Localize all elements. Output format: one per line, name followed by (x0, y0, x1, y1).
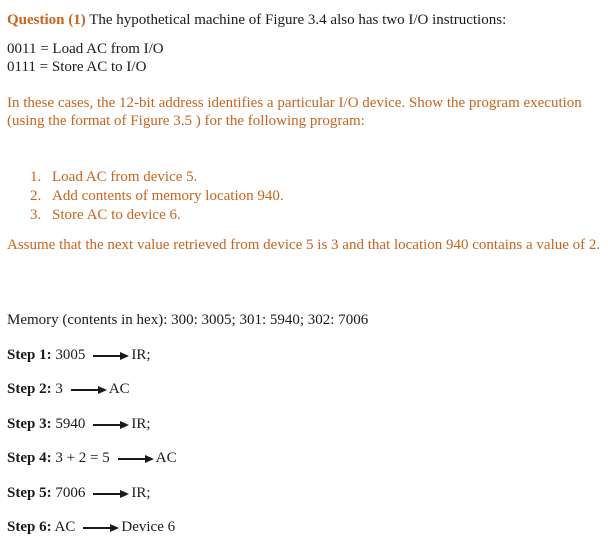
step-destination: AC (108, 381, 130, 397)
program-item-number: 2. (30, 188, 42, 204)
step-label: Step 1: (7, 347, 52, 363)
instruction-2: 0111 = Store AC to I/O (7, 59, 147, 75)
step-row (7, 450, 177, 467)
description-paragraph: In these cases, the 12-bit address identifies a particular I/O device. Show the program execution (using the format of Figure 3.5 ) for the following program: (7, 95, 582, 129)
step-destination: IR; (131, 347, 151, 363)
program-item-number: 1. (30, 169, 42, 185)
step-destination: IR; (131, 485, 151, 501)
program-item (30, 207, 181, 224)
question-text: The hypothetical machine of Figure 3.4 also has two I/O instructions: (89, 12, 507, 28)
right-arrow-icon (93, 493, 127, 495)
step-row (7, 519, 175, 536)
step-row (7, 381, 130, 398)
step-source: 7006 (55, 485, 86, 501)
step-label: Step 6: (7, 519, 52, 535)
step-destination: IR; (131, 416, 151, 432)
step-source: 3 + 2 = 5 (55, 450, 110, 466)
program-item (30, 188, 284, 205)
step-row (7, 485, 151, 502)
program-item-text: Load AC from device 5. (52, 169, 198, 185)
right-arrow-icon (83, 527, 117, 529)
right-arrow-icon (93, 424, 127, 426)
step-source: 3005 (55, 347, 86, 363)
step-row (7, 347, 151, 364)
step-source: 5940 (55, 416, 86, 432)
program-item (30, 169, 197, 186)
right-arrow-icon (93, 355, 127, 357)
program-item-text: Store AC to device 6. (52, 207, 181, 223)
question-heading (7, 12, 506, 29)
step-label: Step 5: (7, 485, 52, 501)
step-label: Step 2: (7, 381, 52, 397)
program-item-number: 3. (30, 207, 42, 223)
step-label: Step 4: (7, 450, 52, 466)
right-arrow-icon (71, 389, 105, 391)
assumption-paragraph: Assume that the next value retrieved from device 5 is 3 and that location 940 contains a value of 2. (7, 237, 601, 253)
instruction-1: 0011 = Load AC from I/O (7, 41, 164, 57)
memory-contents: Memory (contents in hex): 300: 3005; 301: 5940; 302: 7006 (7, 312, 369, 328)
step-destination: AC (155, 450, 177, 466)
step-row (7, 416, 151, 433)
question-label: Question (1) (7, 12, 86, 28)
program-item-text: Add contents of memory location 940. (52, 188, 284, 204)
step-source: AC (54, 519, 76, 535)
step-destination: Device 6 (121, 519, 176, 535)
right-arrow-icon (118, 458, 152, 460)
step-label: Step 3: (7, 416, 52, 432)
step-source: 3 (55, 381, 63, 397)
